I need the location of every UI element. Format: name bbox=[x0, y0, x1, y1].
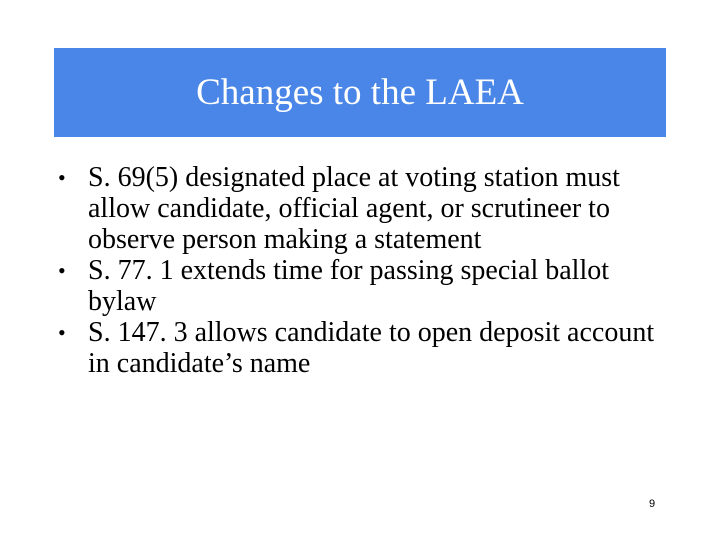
bullet-item bbox=[58, 317, 658, 379]
title-banner bbox=[54, 48, 666, 137]
bullet-list bbox=[58, 162, 658, 379]
bullet-icon: • bbox=[58, 320, 66, 345]
bullet-icon: • bbox=[58, 165, 66, 190]
bullet-text: S. 69(5) designated place at voting station must allow candidate, official agent, or scrutineer to observe person making a statement bbox=[88, 162, 620, 255]
slide-title: Changes to the LAEA bbox=[196, 72, 524, 113]
page-number: 9 bbox=[649, 498, 656, 510]
bullet-item bbox=[58, 255, 658, 317]
bullet-item bbox=[58, 162, 658, 255]
bullet-icon: • bbox=[58, 258, 66, 283]
bullet-text: S. 77. 1 extends time for passing special ballot bylaw bbox=[88, 255, 610, 317]
bullet-text: S. 147. 3 allows candidate to open deposit account in candidate’s name bbox=[88, 317, 655, 379]
